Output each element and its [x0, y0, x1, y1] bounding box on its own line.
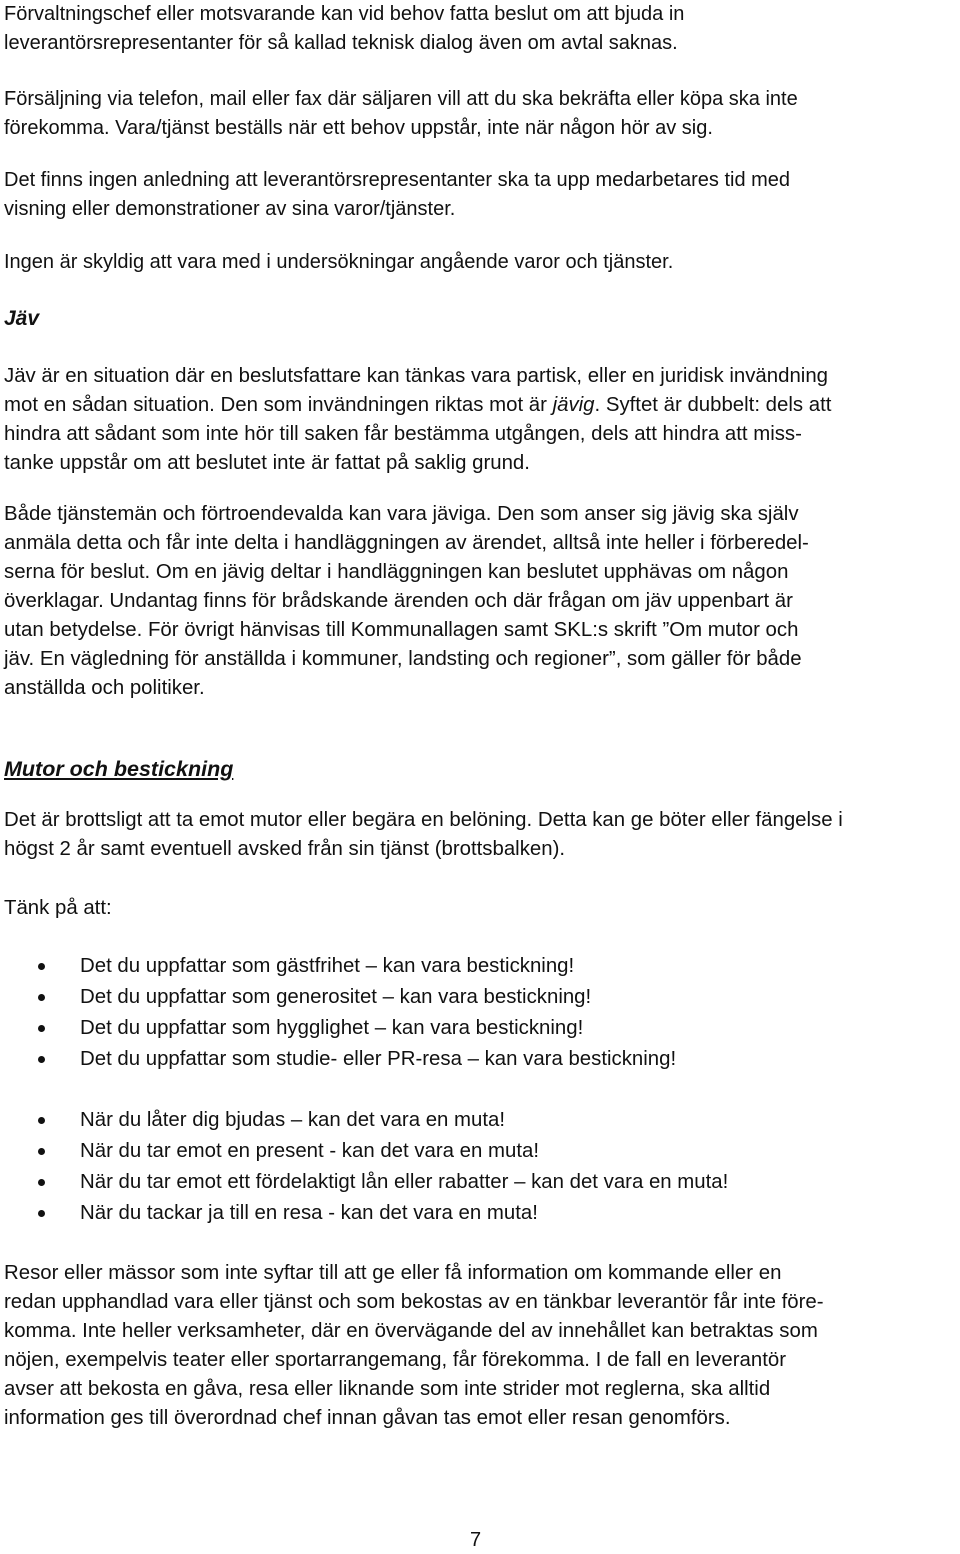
text-line: Resor eller mässor som inte syftar till att ge eller få information om kommande eller en	[4, 1262, 782, 1284]
text-line: anställda och politiker.	[4, 677, 205, 699]
paragraph-think-about	[4, 894, 112, 923]
text-line: leverantörsrepresentanter för så kallad teknisk dialog även om avtal saknas.	[4, 32, 678, 54]
text-line: information ges till överordnad chef innan gåvan tas emot eller resan genomförs.	[4, 1407, 731, 1429]
text-span: mot en sådan situation. Den som invändningen riktas mot är	[4, 394, 553, 416]
paragraph-phone-sales	[4, 85, 798, 143]
paragraph-bribery-crime	[4, 806, 843, 864]
text-line: Jäv är en situation där en beslutsfattare kan tänkas vara partisk, eller en juridisk invändning	[4, 365, 829, 387]
text-span: . Syftet är dubbelt: dels att	[594, 394, 832, 416]
text-line: Tänk på att:	[4, 897, 112, 919]
text-line	[4, 391, 831, 420]
text-line: jäv. En vägledning för anställda i kommuner, landsting och regioner”, som gäller för både	[4, 648, 802, 670]
text-line: avser att bekosta en gåva, resa eller liknande som inte strider mot reglerna, ska alltid	[4, 1378, 771, 1400]
list-item: När du tar emot en present - kan det vara en muta!	[0, 1136, 728, 1167]
list-item: Det du uppfattar som gästfrihet – kan vara bestickning!	[0, 951, 676, 982]
text-line: komma. Inte heller verksamheter, där en övervägande del av innehållet kan betraktas som	[4, 1320, 818, 1342]
text-line: tanke uppstår om att beslutet inte är fattat på saklig grund.	[4, 452, 530, 474]
text-line: visning eller demonstrationer av sina varor/tjänster.	[4, 198, 456, 220]
bullet-list-hospitality	[0, 951, 676, 1075]
list-item: När du låter dig bjudas – kan det vara en muta!	[0, 1105, 728, 1136]
text-line: serna för beslut. Om en jävig deltar i handläggningen kan beslutet upphävas om någon	[4, 561, 789, 583]
text-line: överklagar. Undantag finns för brådskande ärenden och där frågan om jäv uppenbart är	[4, 590, 793, 612]
list-item: Det du uppfattar som generositet – kan vara bestickning!	[0, 982, 676, 1013]
text-line: Både tjänstemän och förtroendevalda kan vara jäviga. Den som anser sig jävig ska själv	[4, 503, 799, 525]
emphasis-text: jävig	[552, 394, 595, 416]
list-item: När du tar emot ett fördelaktigt lån eller rabatter – kan det vara en muta!	[0, 1167, 728, 1198]
page-number: 7	[470, 1529, 482, 1551]
heading-jav: Jäv	[4, 307, 40, 330]
paragraph-surveys	[4, 248, 673, 277]
heading-mutor: Mutor och bestickning	[4, 757, 234, 781]
list-item: Det du uppfattar som studie- eller PR-resa – kan vara bestickning!	[0, 1044, 676, 1075]
text-line: Förvaltningschef eller motsvarande kan vid behov fatta beslut om att bjuda in	[4, 3, 685, 25]
text-line: Det finns ingen anledning att leverantörsrepresentanter ska ta upp medarbetares tid med	[4, 169, 791, 191]
list-item: När du tackar ja till en resa - kan det vara en muta!	[0, 1198, 728, 1229]
text-line: Det är brottsligt att ta emot mutor eller begära en belöning. Detta kan ge böter eller fängelse i	[4, 809, 843, 831]
paragraph-travel-fairs	[4, 1259, 824, 1433]
paragraph-dialog	[4, 0, 684, 58]
text-line: högst 2 år samt eventuell avsked från sin tjänst (brottsbalken).	[4, 838, 566, 860]
paragraph-demonstrations	[4, 166, 790, 224]
text-line: anmäla detta och får inte delta i handläggningen av ärendet, alltså inte heller i förberedel-	[4, 532, 809, 554]
list-item: Det du uppfattar som hygglighet – kan vara bestickning!	[0, 1013, 676, 1044]
text-line: nöjen, exempelvis teater eller sportarrangemang, får förekomma. I de fall en leverantör	[4, 1349, 787, 1371]
text-line: redan upphandlad vara eller tjänst och som bekostas av en tänkbar leverantör får inte före-	[4, 1291, 824, 1313]
text-line: utan betydelse. För övrigt hänvisas till Kommunallagen samt SKL:s skrift ”Om mutor och	[4, 619, 799, 641]
text-line: Ingen är skyldig att vara med i undersökningar angående varor och tjänster.	[4, 251, 674, 273]
paragraph-jav-definition	[4, 362, 831, 478]
bullet-list-gifts	[0, 1105, 728, 1229]
text-line: hindra att sådant som inte hör till saken får bestämma utgången, dels att hindra att miss-	[4, 423, 802, 445]
text-line: Försäljning via telefon, mail eller fax där säljaren vill att du ska bekräfta eller köpa ska inte	[4, 88, 798, 110]
paragraph-jav-officials	[4, 500, 809, 703]
text-line: förekomma. Vara/tjänst beställs när ett behov uppstår, inte när någon hör av sig.	[4, 117, 713, 139]
